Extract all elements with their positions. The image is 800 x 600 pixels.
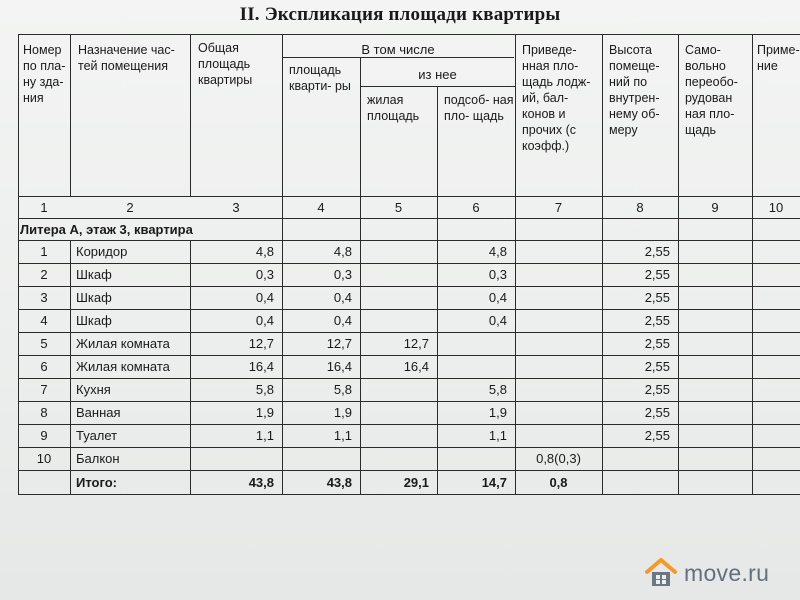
header-room-height: Высота помеще- ний по внутрен- нему об- меру: [609, 43, 660, 137]
header-of-it: из нее: [418, 67, 457, 82]
cell-aux: 0,4: [488, 313, 507, 328]
cell-aux: 5,8: [488, 382, 507, 397]
column-number: 7: [554, 200, 563, 215]
row-line: [18, 309, 800, 310]
cell-flat: 1,9: [333, 405, 352, 420]
row-line: [18, 470, 800, 471]
document-title: II. Экспликация площади квартиры: [239, 4, 561, 25]
header-including: В том числе: [361, 42, 435, 57]
room-name: Балкон: [76, 451, 120, 466]
numbers-bottom-line: [18, 218, 800, 219]
header-note: Приме- ние: [757, 43, 800, 73]
cell-total: 1,1: [255, 428, 274, 443]
cell-height: 2,55: [644, 290, 670, 305]
cell-aux: 0,3: [488, 267, 507, 282]
header-total-area: Общая площадь квартиры: [198, 41, 253, 87]
cell-total: 4,8: [255, 244, 274, 259]
row-number: 1: [40, 244, 48, 259]
header-balcony-area: Приведе- нная пло- щадь лодж- ий, бал- конов и прочих (с коэфф.): [522, 43, 591, 153]
row-number: 3: [40, 290, 48, 305]
column-number: 6: [472, 200, 480, 215]
cell-total: 1,9: [255, 405, 274, 420]
cell-total: 16,4: [248, 359, 274, 374]
row-number: 6: [40, 359, 48, 374]
column-number: 4: [317, 200, 325, 215]
column-number: 5: [394, 200, 403, 215]
cell-aux: 1,1: [488, 428, 507, 443]
cell-height: 2,55: [644, 405, 670, 420]
watermark-text: move.ru: [684, 559, 770, 586]
row-number: 4: [40, 313, 48, 328]
room-name: Жилая комната: [76, 359, 170, 374]
col-divider: [360, 57, 361, 494]
col-divider: [282, 34, 283, 494]
room-name: Шкаф: [76, 313, 112, 328]
table-top-border: [18, 34, 800, 35]
cell-flat: 12,7: [326, 336, 352, 351]
cell-height: 2,55: [644, 382, 670, 397]
section-label: Литера А, этаж 3, квартира: [20, 222, 193, 237]
room-name: Ванная: [76, 405, 121, 420]
room-name: Шкаф: [76, 267, 112, 282]
cell-flat: 0,3: [333, 267, 352, 282]
cell-flat: 0,4: [333, 290, 352, 305]
cell-height: 2,55: [644, 359, 670, 374]
header-room-purpose: Назначение час- тей помещения: [78, 43, 175, 73]
cell-living: 16,4: [403, 359, 429, 374]
room-name: Коридор: [76, 244, 128, 259]
header-aux-area: подсоб- ная пло- щадь: [444, 93, 514, 123]
room-name: Жилая комната: [76, 336, 170, 351]
cell-flat: 0,4: [333, 313, 352, 328]
cell-height: 2,55: [644, 336, 670, 351]
row-number: 8: [40, 405, 48, 420]
room-name: Кухня: [76, 382, 111, 397]
header-unauthorized-area: Само- вольно переобо- рудован ная пло- щадь: [685, 43, 738, 137]
total-flat: 43,8: [326, 475, 352, 490]
cell-balc: 0,8(0,3): [536, 451, 581, 466]
row-number: 7: [40, 382, 48, 397]
cell-aux: 1,9: [488, 405, 507, 420]
table-left-border: [18, 34, 19, 494]
column-number: 1: [40, 200, 48, 215]
cell-height: 2,55: [644, 313, 670, 328]
header-living-area: жилая площадь: [367, 93, 420, 123]
column-number: 2: [126, 200, 134, 215]
cell-living: 12,7: [403, 336, 429, 351]
header-bottom-line: [18, 196, 800, 197]
watermark: [644, 556, 769, 590]
cell-total: 0,3: [255, 267, 274, 282]
row-line: [18, 378, 800, 379]
column-number: 8: [636, 200, 644, 215]
cell-flat: 1,1: [333, 428, 352, 443]
cell-total: 5,8: [255, 382, 274, 397]
row-number: 10: [36, 451, 52, 466]
total-balc: 0,8: [549, 475, 568, 490]
row-line: [18, 332, 800, 333]
cell-total: 0,4: [255, 290, 274, 305]
row-number: 2: [40, 267, 48, 282]
total-total: 43,8: [248, 475, 274, 490]
house-icon: [644, 557, 678, 589]
row-line: [18, 355, 800, 356]
cell-flat: 16,4: [326, 359, 352, 374]
row-line: [18, 240, 800, 241]
cell-height: 2,55: [644, 244, 670, 259]
room-name: Туалет: [76, 428, 118, 443]
row-line: [18, 494, 800, 495]
cell-aux: 0,4: [488, 290, 507, 305]
row-line: [18, 401, 800, 402]
row-number: 5: [40, 336, 48, 351]
cell-flat: 4,8: [333, 244, 352, 259]
col-divider: [70, 240, 71, 494]
col-divider: [602, 34, 603, 494]
total-aux: 14,7: [481, 475, 507, 490]
cell-height: 2,55: [644, 428, 670, 443]
cell-aux: 4,8: [488, 244, 507, 259]
cell-total: 0,4: [255, 313, 274, 328]
row-line: [18, 447, 800, 448]
total-label: Итого:: [76, 475, 117, 490]
column-number: 10: [768, 200, 784, 215]
row-line: [18, 286, 800, 287]
header-flat-area: площадь кварти- ры: [289, 63, 351, 93]
col-divider: [515, 34, 516, 494]
column-number: 9: [711, 200, 719, 215]
cell-total: 12,7: [248, 336, 274, 351]
room-name: Шкаф: [76, 290, 112, 305]
row-line: [18, 263, 800, 264]
row-number: 9: [40, 428, 48, 443]
cell-flat: 5,8: [333, 382, 352, 397]
column-number: 3: [232, 200, 240, 215]
cell-height: 2,55: [644, 267, 670, 282]
row-line: [18, 424, 800, 425]
total-living: 29,1: [403, 475, 429, 490]
header-room-number: Номер по пла- ну зда- ния: [23, 43, 66, 105]
